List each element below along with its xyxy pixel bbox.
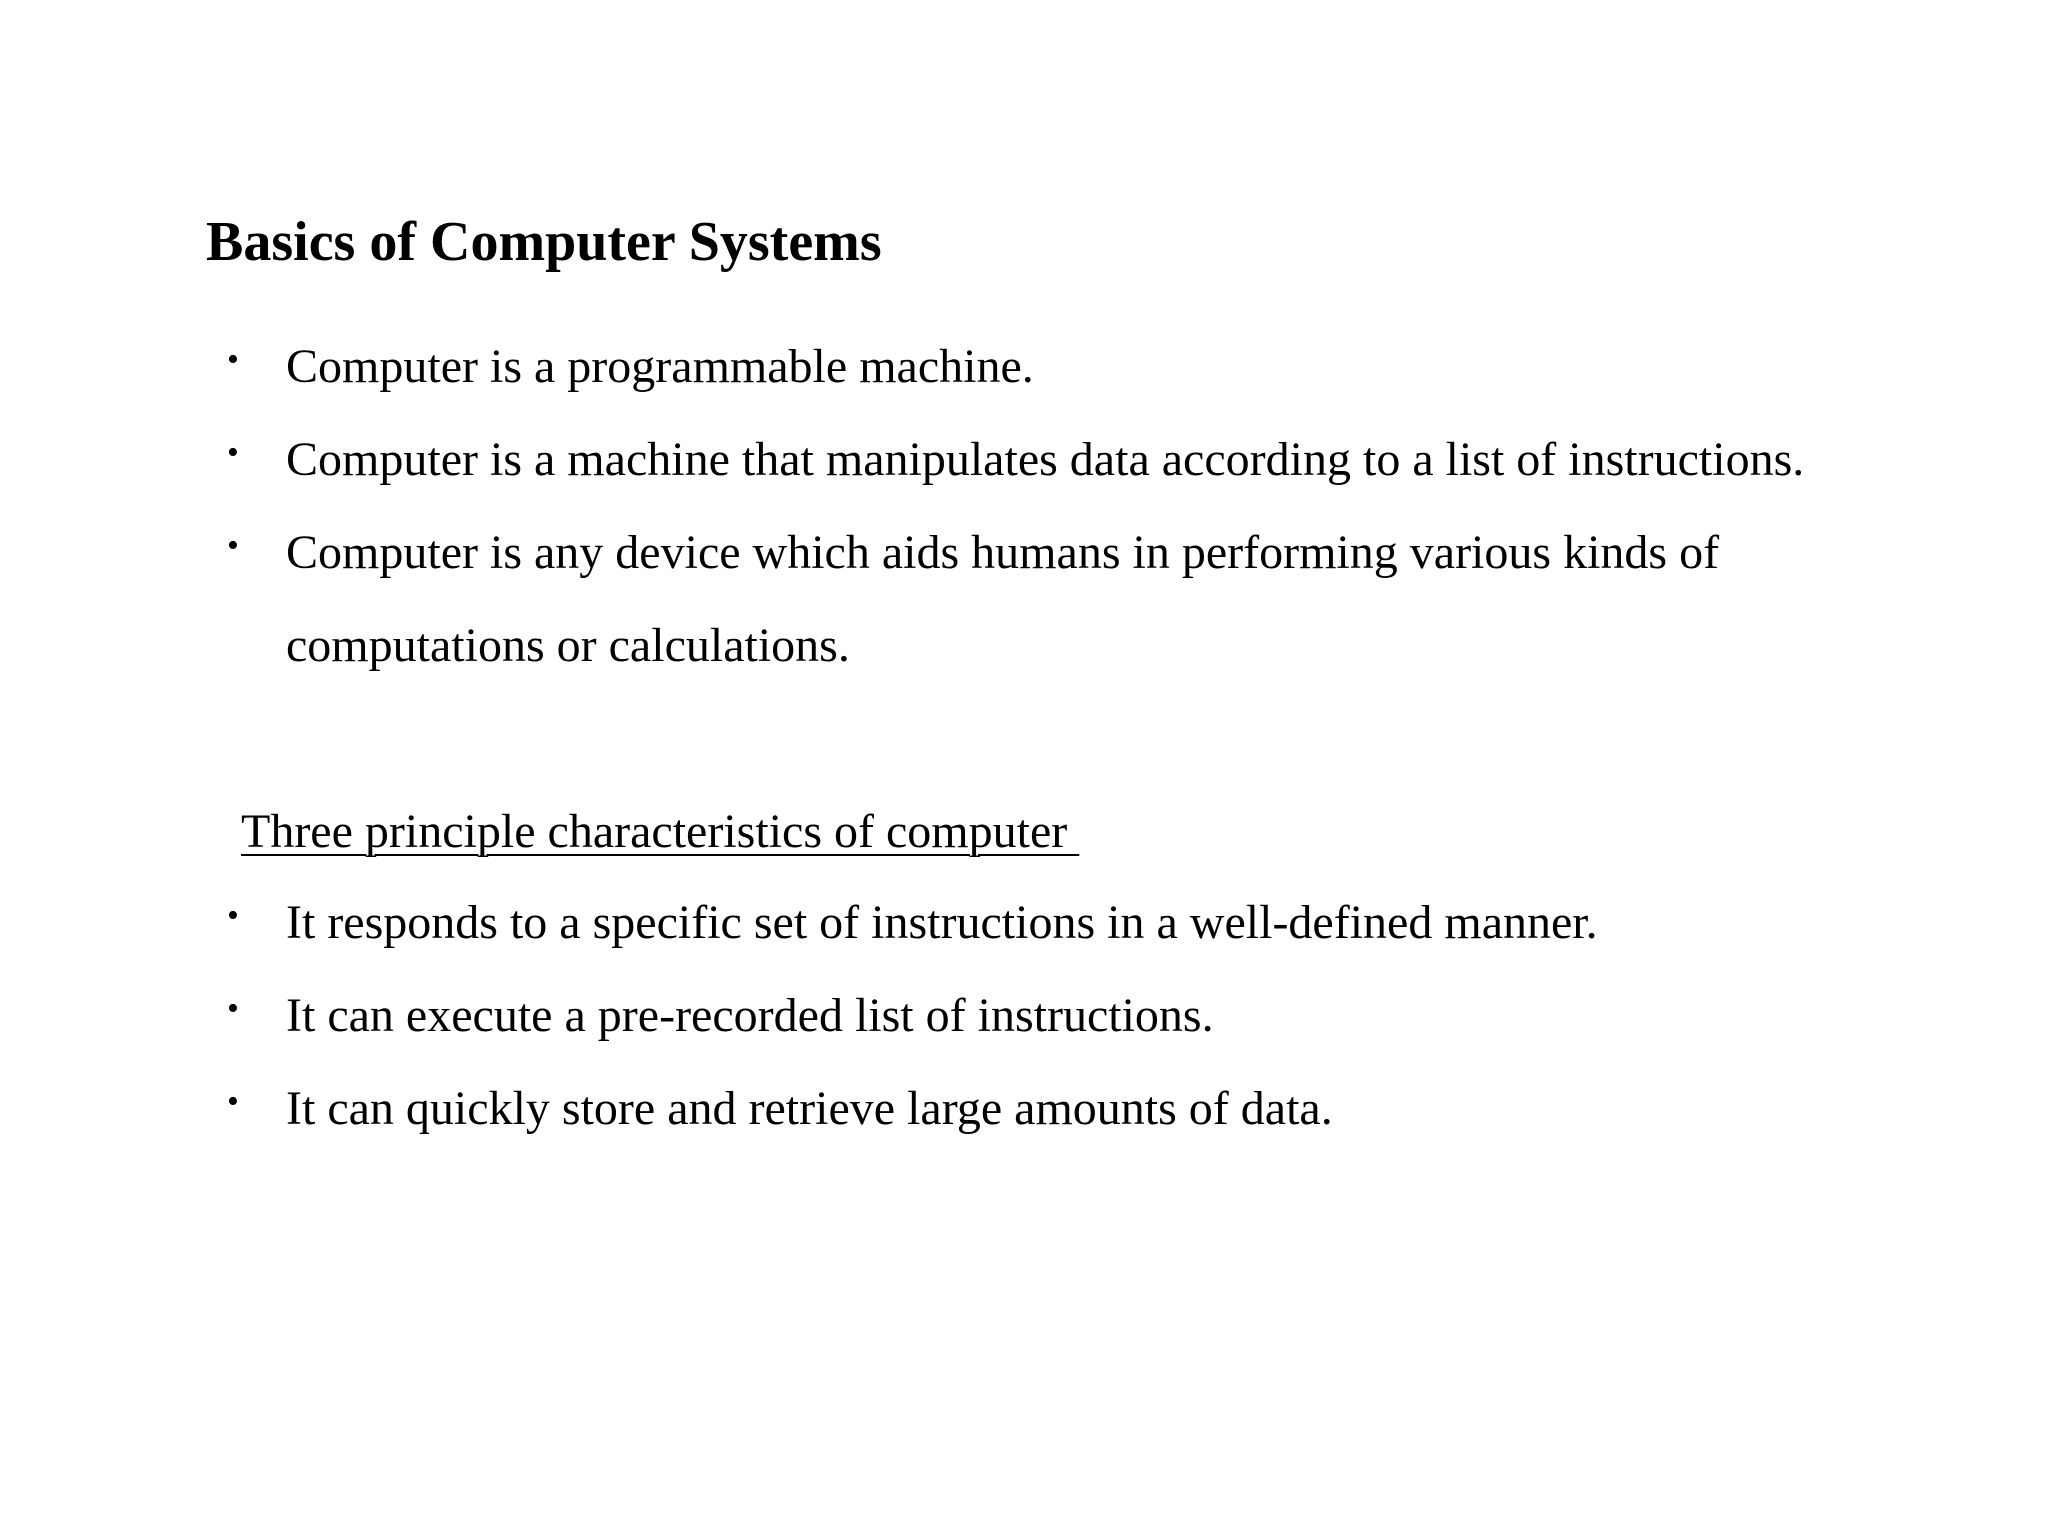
bullet-dot-icon: • (227, 897, 239, 934)
list-item (0, 506, 1966, 692)
list-item (0, 320, 1966, 413)
slide-title: Basics of Computer Systems (206, 211, 882, 273)
bullet-dot-icon: • (227, 434, 239, 471)
bullet-dot-icon: • (227, 341, 239, 378)
bullet-dot-icon: • (227, 1083, 239, 1120)
list-item (0, 876, 1966, 969)
bullet-dot-icon: • (227, 990, 239, 1027)
characteristic-text: It can quickly store and retrieve large amounts of data. (286, 1082, 1333, 1135)
definition-text: Computer is any device which aids humans in performing various kinds of computations or calculations. (286, 526, 1720, 672)
bullet-dot-icon: • (227, 527, 239, 564)
definitions-list (0, 320, 1966, 692)
list-item (0, 1062, 1966, 1155)
characteristic-text: It responds to a specific set of instructions in a well-defined manner. (286, 896, 1598, 949)
definition-text: Computer is a programmable machine. (286, 340, 1034, 393)
list-item (0, 969, 1966, 1062)
definition-text: Computer is a machine that manipulates data according to a list of instructions. (286, 433, 1805, 486)
characteristic-text: It can execute a pre-recorded list of instructions. (286, 989, 1214, 1042)
characteristics-heading: Three principle characteristics of computer (241, 805, 1080, 858)
list-item (0, 413, 1966, 506)
characteristics-list (0, 876, 1966, 1155)
